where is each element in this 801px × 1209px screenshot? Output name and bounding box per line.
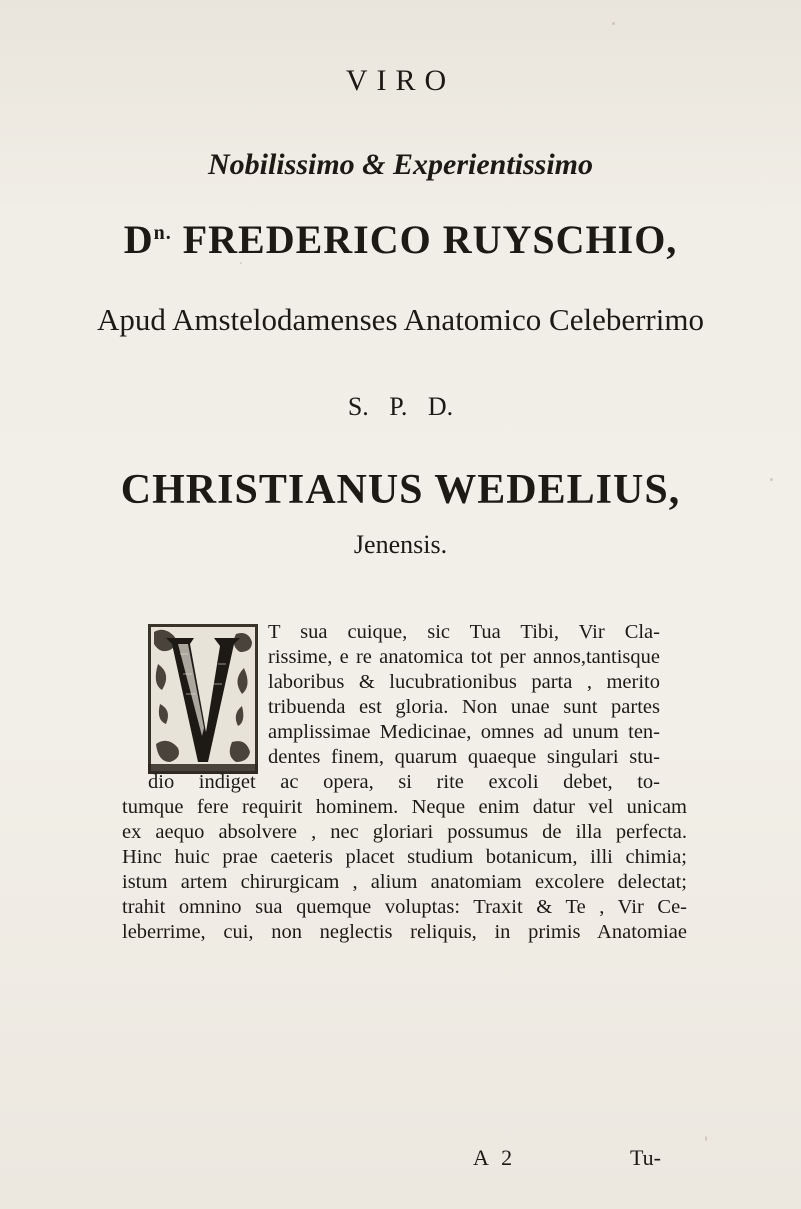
signature-mark: A 2 [473, 1145, 517, 1170]
paper-speck [705, 1136, 707, 1141]
text-line: leberrime, cui, non neglectis reliquis, in primis Anatomiae [122, 921, 687, 943]
text-line: dentes finem, quarum quaeque singulari stu- [268, 746, 660, 768]
text-line: Hinc huic prae caeteris placet studium botanicum, illi chimia; [122, 846, 687, 868]
dedication-epithet: Nobilissimo & Experientissimo [207, 148, 594, 181]
dedicatee-name: FREDERICO RUYSCHIO, [182, 217, 678, 262]
catchword: Tu- [630, 1145, 661, 1170]
author-name: CHRISTIANUS WEDELIUS, [120, 467, 681, 513]
dedicatee-title: Apud Amstelodamenses Anatomico Celeberrimo [97, 302, 704, 337]
text-line: amplissimae Medicinae, omnes ad unum ten- [268, 721, 660, 743]
text-line: rissime, e re anatomica tot per annos,tantisque [268, 646, 660, 668]
text-line: tumque fere requirit hominem. Neque enim datur vel unicam [122, 796, 687, 818]
dominus-abbrev: $D^{n.}$ [123, 217, 172, 262]
dedicatee-name-line [0, 216, 801, 263]
text-line: tribuenda est gloria. Non unae sunt partes [268, 696, 660, 718]
text-line: laboribus & lucubrationibus parta , merito [268, 671, 660, 693]
dedication-viro: VIRO [345, 64, 456, 97]
author-origin: Jenensis. [353, 530, 448, 559]
salutation: S. P. D. [347, 392, 454, 421]
text-line: dio indiget ac opera, si rite excoli debet, to- [148, 771, 660, 793]
text-line: istum artem chirurgicam , alium anatomiam excolere delectat; [122, 871, 687, 893]
paper-speck [612, 22, 615, 25]
text-line: trahit omnino sua quemque voluptas: Traxit & Te , Vir Ce- [122, 896, 687, 918]
text-line: ex aequo absolvere , nec gloriari possumus de illa perfecta. [122, 821, 687, 843]
initial-space [148, 620, 262, 768]
dedication-body [122, 620, 687, 945]
text-line: T sua cuique, sic Tua Tibi, Vir Cla- [268, 621, 660, 643]
